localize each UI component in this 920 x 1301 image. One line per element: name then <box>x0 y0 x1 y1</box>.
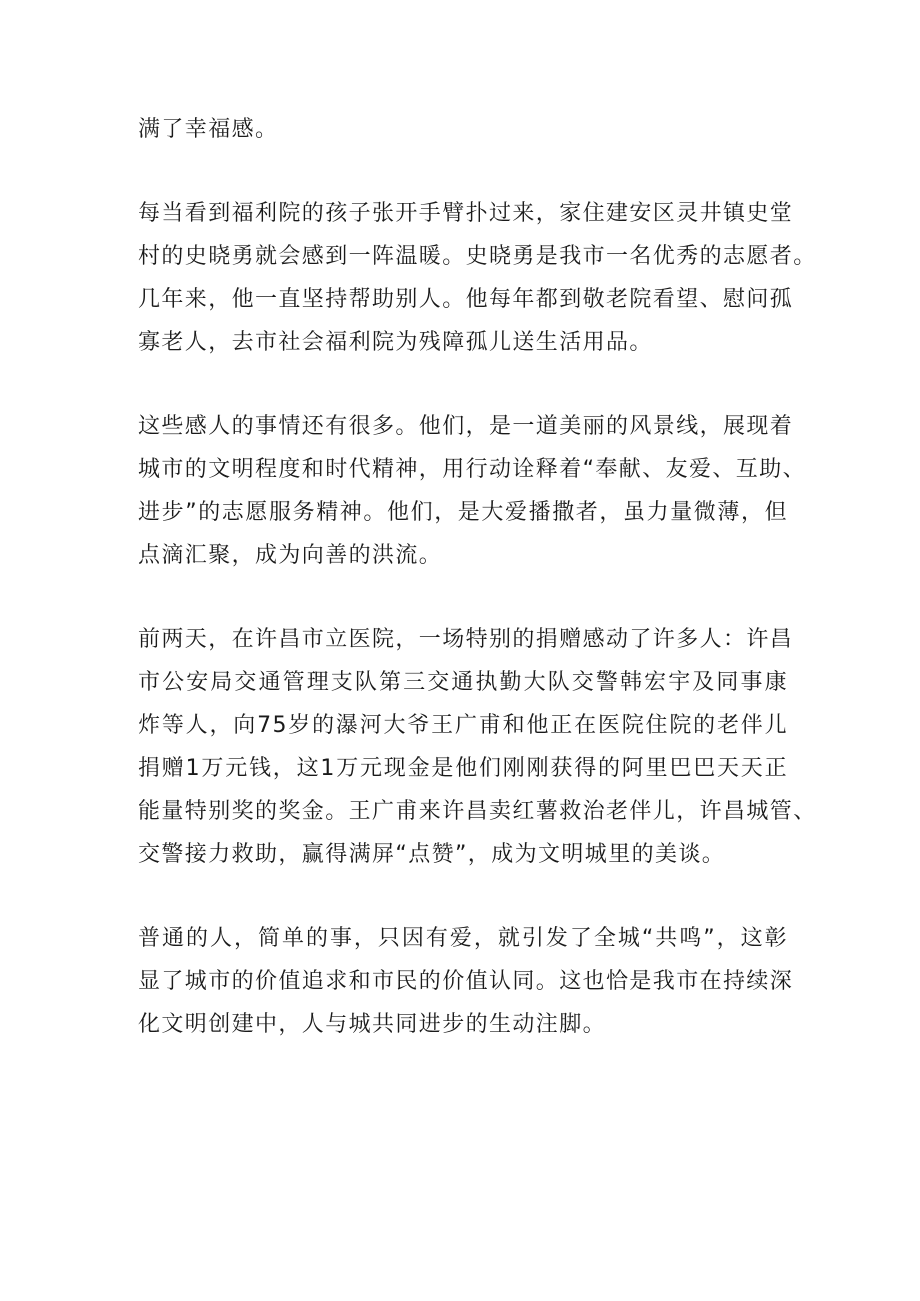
paragraph-1 <box>138 108 788 151</box>
text-line: 市公安局交通管理支队第三交通执勤大队交警韩宏宇及同事康 <box>138 670 788 695</box>
text-line: 每当看到福利院的孩子张开手臂扑过来，家住建安区灵井镇史堂 <box>138 201 794 226</box>
text-line: 化文明创建中，人与城共同进步的生动注脚。 <box>138 1012 607 1037</box>
text-line: 这些感人的事情还有很多。他们，是一道美丽的风景线，展现着 <box>138 414 794 439</box>
text-line: 寡老人，去市社会福利院为残障孤儿送生活用品。 <box>138 330 653 355</box>
paragraph-5 <box>138 917 794 1046</box>
text-line: 点滴汇聚，成为向善的洪流。 <box>138 543 443 568</box>
text-line: 前两天，在许昌市立医院，一场特别的捐赠感动了许多人：许昌 <box>138 627 794 652</box>
text-line: 捐赠1万元钱，这1万元现金是他们刚刚获得的阿里巴巴天天正 <box>138 756 788 781</box>
paragraph-2 <box>138 192 817 364</box>
text-line: 能量特别奖的奖金。王广甫来许昌卖红薯救治老伴儿，许昌城管、 <box>138 799 817 824</box>
document-body <box>138 108 817 1087</box>
text-line: 满了幸福感。 <box>138 117 279 142</box>
text-line: 村的史晓勇就会感到一阵温暖。史晓勇是我市一名优秀的志愿者。 <box>138 244 817 269</box>
paragraph-4 <box>138 618 817 876</box>
text-line: 炸等人，向75岁的瀑河大爷王广甫和他正在医院住院的老伴儿 <box>138 713 788 738</box>
text-line: 几年来，他一直坚持帮助别人。他每年都到敬老院看望、慰问孤 <box>138 287 794 312</box>
text-line: 城市的文明程度和时代精神，用行动诠释着“奉献、友爱、互助、 <box>138 457 806 482</box>
text-line: 显了城市的价值追求和市民的价值认同。这也恰是我市在持续深 <box>138 969 794 994</box>
paragraph-3 <box>138 405 806 577</box>
text-line: 进步”的志愿服务精神。他们，是大爱播撒者，虽力量微薄，但 <box>138 500 788 525</box>
text-line: 普通的人，简单的事，只因有爱，就引发了全城“共鸣”，这彰 <box>138 926 788 951</box>
text-line: 交警接力救助，赢得满屏“点赞”，成为文明城里的美谈。 <box>138 842 726 867</box>
